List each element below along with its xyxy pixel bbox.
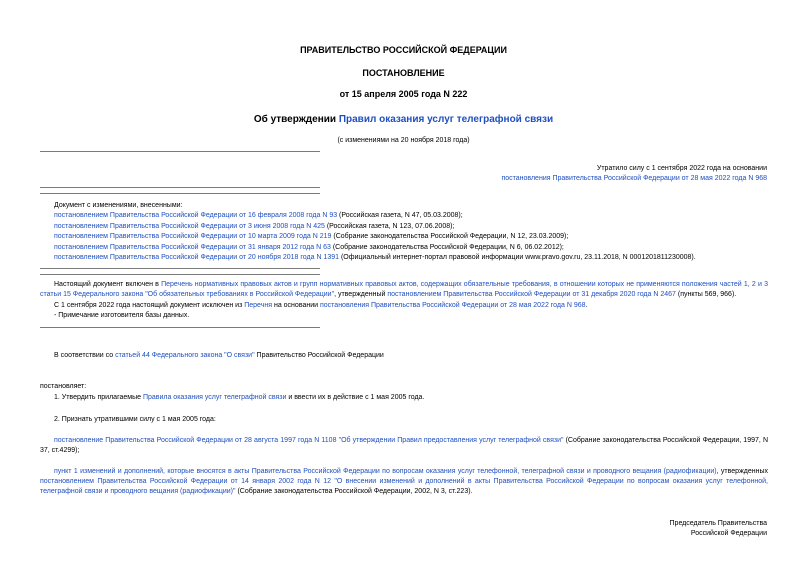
changes-note: (с изменениями на 20 ноября 2018 года) — [337, 137, 470, 144]
divider — [40, 274, 320, 275]
title-rules-link[interactable]: Правил оказания услуг телеграфной связи — [338, 114, 554, 125]
point-1: 1. Утвердить прилагаемые Правила оказания услуг телеграфной связи и ввести их в действие с 1 мая 2005 года. — [54, 394, 425, 401]
point-2: 2. Признать утратившими силу с 1 мая 2005 года: — [54, 416, 216, 423]
communications-law-link[interactable]: статьей 44 Федерального закона "О связи" — [115, 352, 255, 359]
signature-line-1: Председатель Правительства — [669, 520, 767, 527]
repealed-item-1: постановление Правительства Российской Федерации от 28 августа 1997 года N 1108 "Об утверждении Правил предоставления услуг телеграфной связи" (Собрание законодательства Российской Федерации, 1997, N 37, ст.4299); — [40, 437, 768, 454]
decree-1108-link[interactable]: постановление Правительства Российской Федерации от 28 августа 1997 года N 1108 "Об утверждении Правил предоставления услуг телеграфной связи" — [54, 437, 564, 444]
divider — [40, 193, 320, 194]
decree-12-link[interactable]: постановлением Правительства Российской Федерации от 14 января 2002 года N 12 "О внесении изменений и дополнений в акты Правительства Российской Федерации по вопросам оказания услуг телефонной, телеграфной связи и проводного вещания (радиофикации)" — [40, 478, 768, 495]
expired-note — [501, 164, 767, 184]
inclusion-paragraph: Настоящий документ включен в Перечень нормативных правовых актов и групп нормативных правовых актов, содержащих обязательные требования, в отношении которых не применяются положения частей 1, 2 и 3 статьи 15 Федерального закона "Об обязательных требованиях в Российской Федерации", утвержденный постановлением Правительства Российской Федерации от 31 декабря 2020 года N 2467 (пункты 569, 966). — [40, 281, 768, 298]
expired-decree-link[interactable]: постановления Правительства Российской Федерации от 28 мая 2022 года N 968 — [501, 175, 767, 182]
document-date: от 15 апреля 2005 года N 222 — [339, 89, 468, 99]
repealed-item-2: пункт 1 изменений и дополнений, которые вносятся в акты Правительства Российской Федерации по вопросам оказания услуг телефонной, телеграфной связи и проводного вещания (радиофикации), утвержденных постановлением Правительства Российской Федерации от 14 января 2002 года N 12 "О внесении изменений и дополнений в акты Правительства Российской Федерации по вопросам оказания услуг телефонной, телеграфной связи и проводного вещания (радиофикации)" (Собрание законодательства Российской Федерации, 2002, N 3, ст.223). — [40, 468, 768, 495]
preamble: В соответствии со статьей 44 Федерального закона "О связи" Правительство Российской Федерации — [54, 352, 384, 359]
amendment-item: постановлением Правительства Российской Федерации от 31 января 2012 года N 63 (Собрание законодательства Российской Федерации, N 6, 06.02.2012); — [54, 243, 564, 251]
obligatory-requirements-list-link[interactable]: Перечень нормативных правовых актов и групп нормативных правовых актов, содержащих обязательные требования, в отношении которых не применяются положения частей 1, 2 и 3 статьи 15 Федерального закона "Об обязательных требованиях в Российской Федерации" — [40, 281, 768, 298]
amendment-link[interactable]: постановлением Правительства Российской Федерации от 3 июня 2008 года N 425 — [54, 222, 325, 230]
resolves: постановляет: — [40, 383, 87, 390]
divider — [40, 187, 320, 188]
amendment-item: постановлением Правительства Российской Федерации от 3 июня 2008 года N 425 (Российская газета, N 123, 07.06.2008); — [54, 222, 455, 230]
signature — [670, 519, 767, 539]
amendments-list — [54, 211, 696, 264]
amendment-item: постановлением Правительства Российской Федерации от 20 ноября 2018 года N 1391 (Официальный интернет-портал правовой информации www.pravo.gov.ru, 23.11.2018, N 0001201811230008). — [54, 254, 696, 261]
database-note: - Примечание изготовителя базы данных. — [54, 312, 190, 319]
divider — [40, 327, 320, 328]
divider — [40, 151, 320, 152]
amendment-link[interactable]: постановлением Правительства Российской Федерации от 31 января 2012 года N 63 — [54, 243, 331, 251]
list-link[interactable]: Перечня — [244, 302, 273, 309]
decree-2467-link[interactable]: постановлением Правительства Российской Федерации от 31 декабря 2020 года N 2467 — [387, 291, 676, 298]
rules-link[interactable]: Правила оказания услуг телеграфной связи — [142, 394, 287, 401]
amendments-item-link[interactable]: пункт 1 изменений и дополнений, которые вносятся в акты Правительства Российской Федерации по вопросам оказания услуг телефонной, телеграфной связи и проводного вещания (радиофикации) — [54, 468, 717, 475]
amendment-link[interactable]: постановлением Правительства Российской Федерации от 16 февраля 2008 года N 93 — [54, 212, 338, 219]
government-heading: ПРАВИТЕЛЬСТВО РОССИЙСКОЙ ФЕДЕРАЦИИ — [300, 45, 507, 55]
document-type: ПОСТАНОВЛЕНИЕ — [362, 68, 445, 78]
amendments-intro: Документ с изменениями, внесенными: — [54, 202, 183, 209]
amendment-item: постановлением Правительства Российской Федерации от 16 февраля 2008 года N 93 (Российская газета, N 47, 05.03.2008); — [54, 212, 463, 219]
title-prefix: Об утверждении — [253, 114, 339, 125]
amendment-link[interactable]: постановлением Правительства Российской Федерации от 20 ноября 2018 года N 1391 — [54, 254, 340, 261]
amendment-item: постановлением Правительства Российской Федерации от 10 марта 2009 года N 219 (Собрание законодательства Российской Федерации, N 12, 23.03.2009); — [54, 233, 569, 240]
decree-968-link[interactable]: постановления Правительства Российской Федерации от 28 мая 2022 года N 968 — [319, 302, 586, 309]
signature-line-2: Российской Федерации — [690, 530, 767, 537]
exclusion-paragraph: С 1 сентября 2022 года настоящий документ исключен из Перечня на основании постановления Правительства Российской Федерации от 28 мая 2022 года N 968. — [54, 302, 588, 309]
amendment-link[interactable]: постановлением Правительства Российской Федерации от 10 марта 2009 года N 219 — [54, 233, 332, 240]
divider — [40, 268, 320, 269]
expired-line: Утратило силу с 1 сентября 2022 года на основании — [596, 165, 767, 172]
document-title — [0, 114, 807, 126]
